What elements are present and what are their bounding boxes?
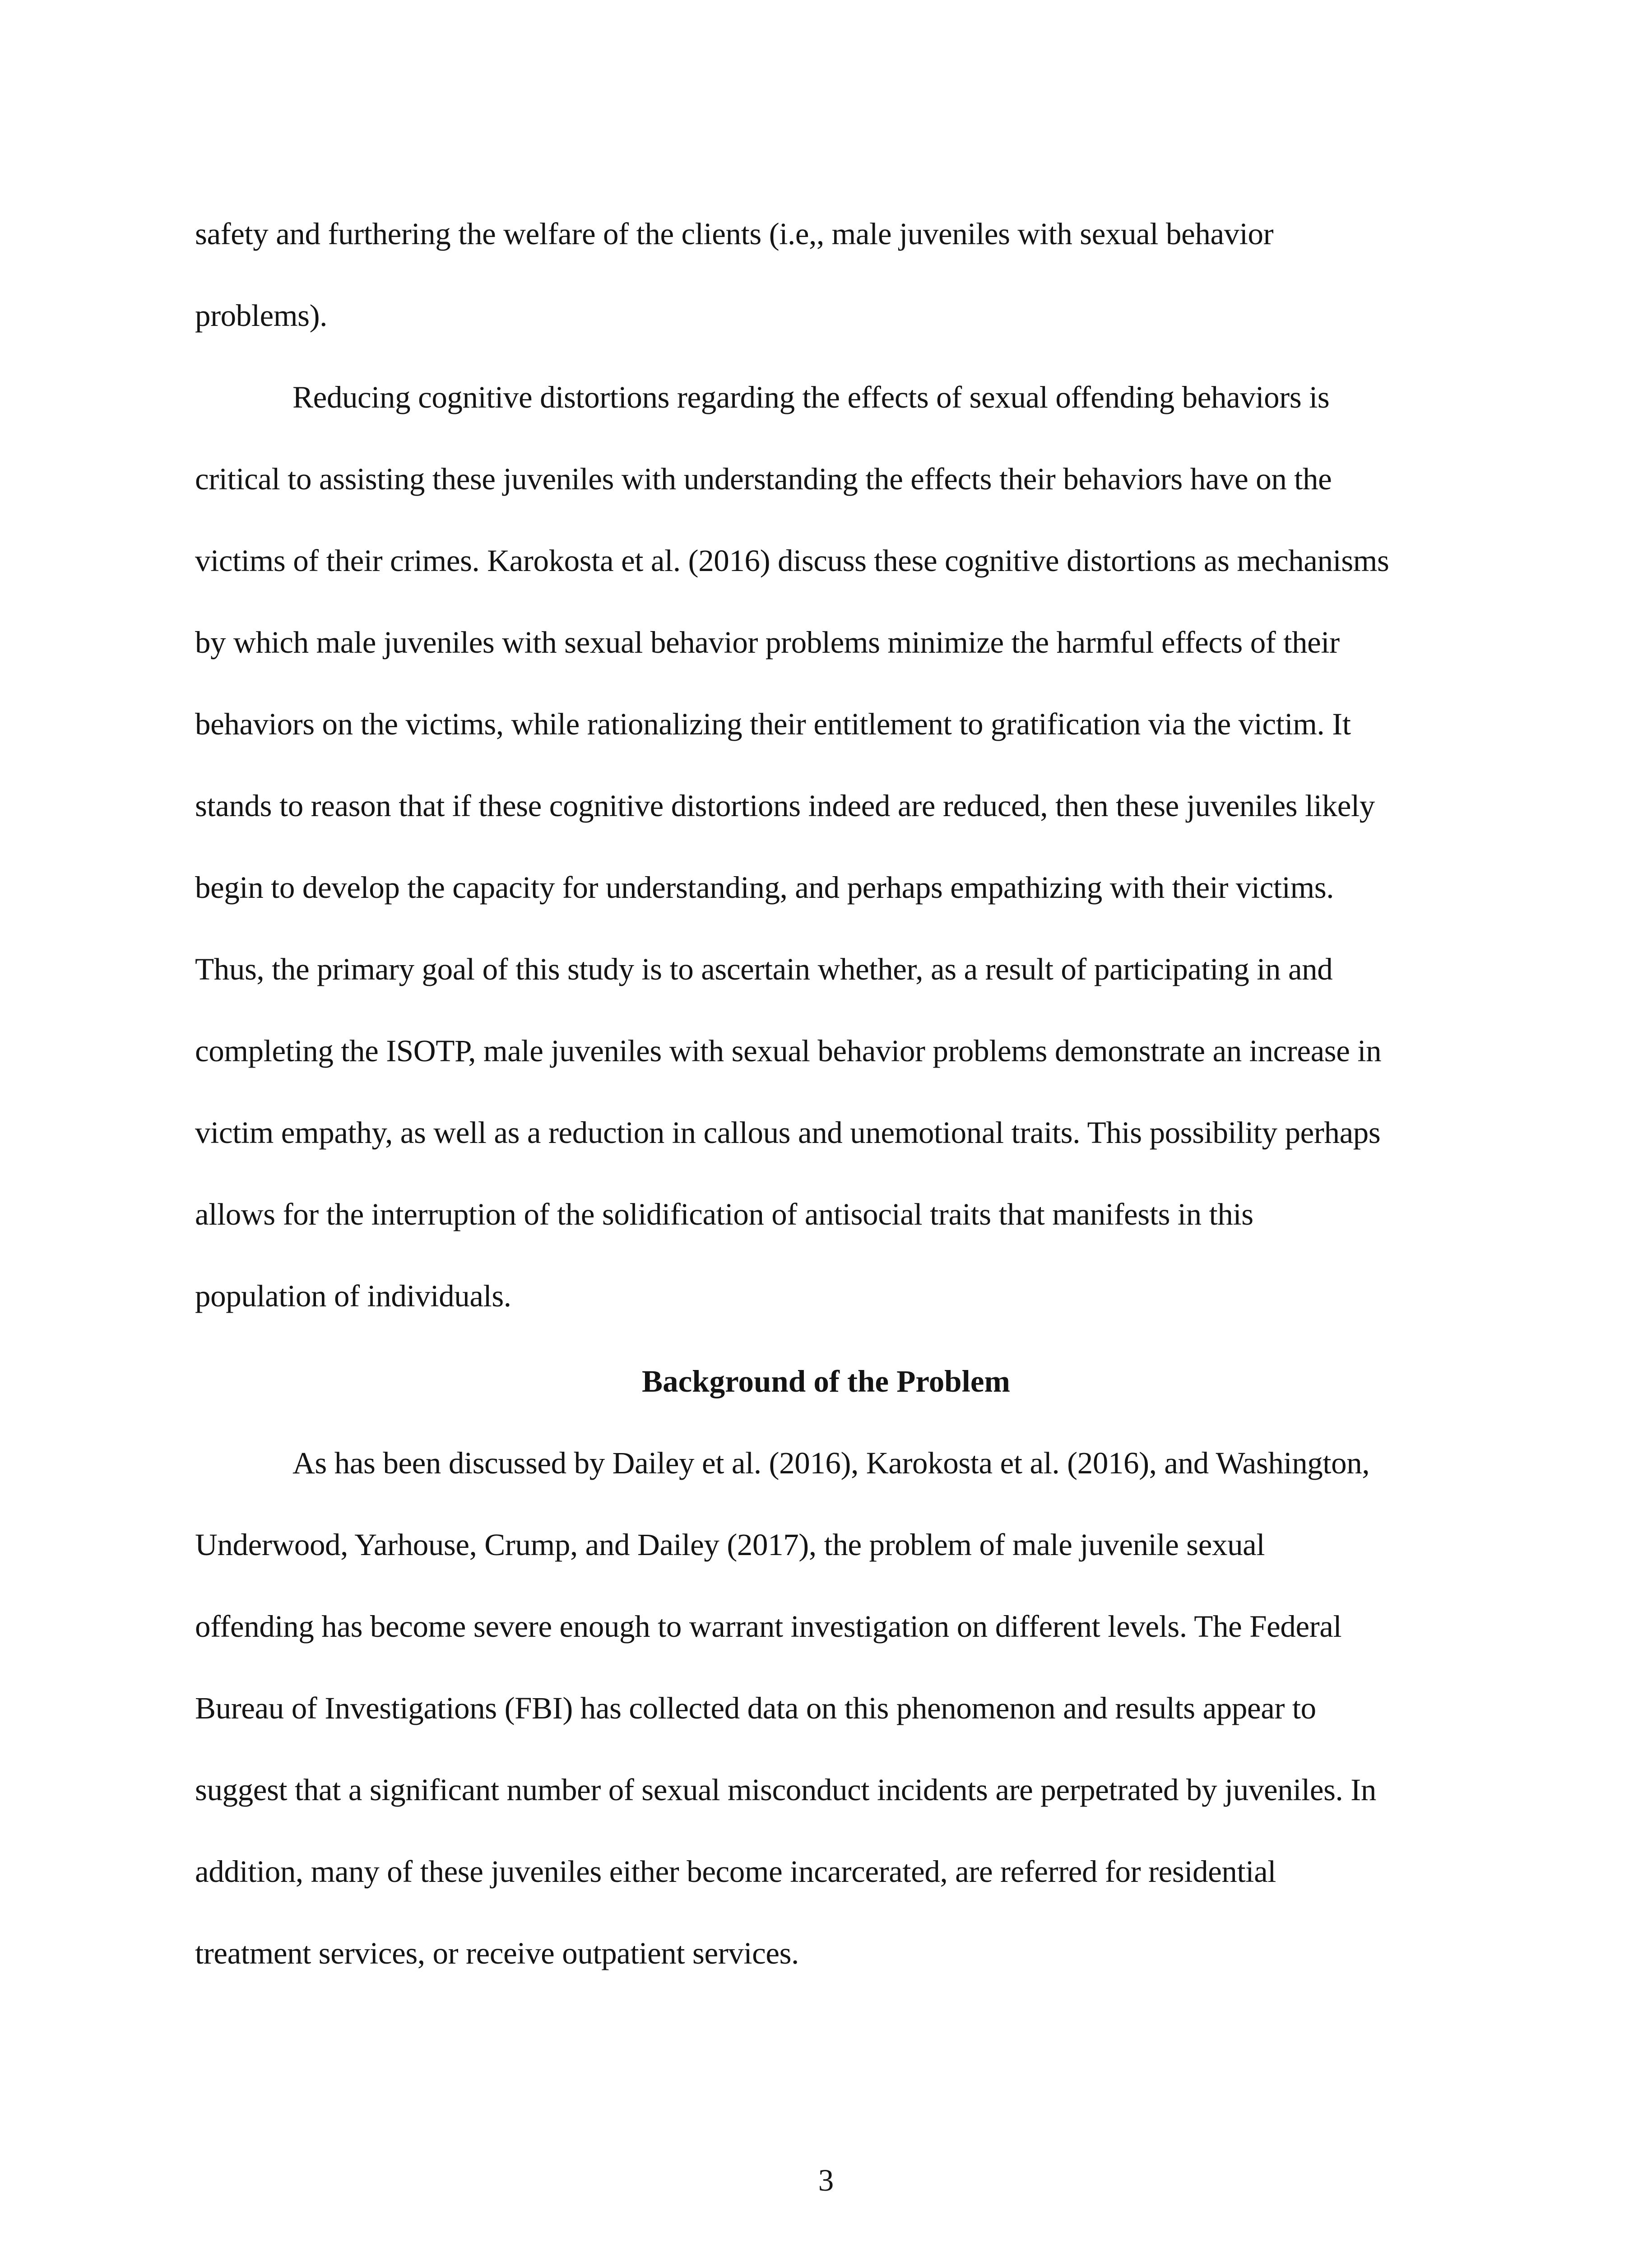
text-line: behaviors on the victims, while rationalizing their entitlement to gratification via the victim. It	[195, 707, 1351, 741]
page-number: 3	[818, 2163, 834, 2197]
text-line: victims of their crimes. Karokosta et al. (2016) discuss these cognitive distortions as mechanisms	[195, 543, 1389, 578]
text-line: Bureau of Investigations (FBI) has collected data on this phenomenon and results appear to	[195, 1691, 1316, 1725]
paragraph-cognitive-distortions	[195, 357, 1472, 1337]
text-line: allows for the interruption of the solidification of antisocial traits that manifests in this	[195, 1197, 1253, 1231]
text-line: safety and furthering the welfare of the clients (i.e,, male juveniles with sexual behavior	[195, 217, 1274, 251]
text-line: treatment services, or receive outpatient services.	[195, 1936, 799, 1970]
section-heading: Background of the Problem	[642, 1364, 1010, 1398]
paragraph-continued	[195, 193, 1472, 357]
text-line: stands to reason that if these cognitive distortions indeed are reduced, then these juveniles likely	[195, 789, 1375, 823]
text-line: Reducing cognitive distortions regarding the effects of sexual offending behaviors is	[292, 380, 1330, 414]
text-line: addition, many of these juveniles either become incarcerated, are referred for residential	[195, 1854, 1276, 1889]
text-line: by which male juveniles with sexual behavior problems minimize the harmful effects of their	[195, 625, 1340, 659]
text-line: completing the ISOTP, male juveniles with sexual behavior problems demonstrate an increase in	[195, 1034, 1382, 1068]
text-line: critical to assisting these juveniles with understanding the effects their behaviors have on the	[195, 462, 1332, 496]
text-line: problems).	[195, 298, 328, 333]
text-line: As has been discussed by Dailey et al. (2016), Karokosta et al. (2016), and Washington,	[292, 1446, 1370, 1480]
text-line: victim empathy, as well as a reduction in callous and unemotional traits. This possibility perhaps	[195, 1115, 1381, 1150]
paragraph-background	[195, 1422, 1472, 1994]
text-line: Thus, the primary goal of this study is to ascertain whether, as a result of participating in and	[195, 952, 1333, 986]
text-line: Underwood, Yarhouse, Crump, and Dailey (2017), the problem of male juvenile sexual	[195, 1528, 1265, 1562]
text-line: population of individuals.	[195, 1279, 511, 1313]
text-line: offending has become severe enough to warrant investigation on different levels. The Federal	[195, 1609, 1342, 1644]
text-line: begin to develop the capacity for understanding, and perhaps empathizing with their victims.	[195, 870, 1334, 905]
text-line: suggest that a significant number of sexual misconduct incidents are perpetrated by juveniles. In	[195, 1773, 1376, 1807]
